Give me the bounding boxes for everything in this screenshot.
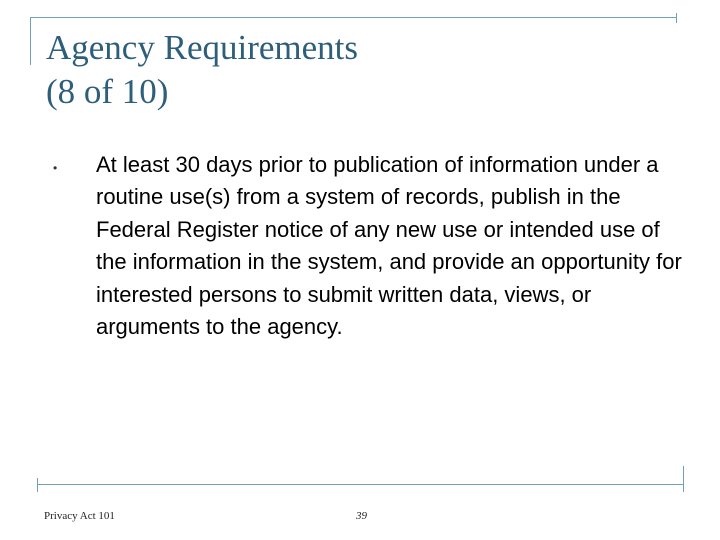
top-right-frame-tick: [676, 13, 677, 23]
bottom-right-frame-line: [683, 466, 684, 492]
bottom-left-frame-tick: [37, 478, 38, 492]
bottom-frame-line: [37, 484, 683, 485]
top-left-frame-line: [30, 17, 31, 65]
slide-title-line-2: (8 of 10): [46, 72, 169, 111]
page-number: 39: [356, 510, 367, 522]
footer-title: Privacy Act 101: [44, 510, 115, 522]
slide-title: [46, 26, 646, 114]
bullet-text: At least 30 days prior to publication of information under a routine use(s) from a system of records, publish in the Federal Register notice of any new use or intended use of the information in the system, and provide an opportunity for interested persons to submit written data, views, or arguments to the agency.: [96, 152, 682, 340]
top-frame-line: [30, 17, 676, 18]
bullet-icon: •: [53, 161, 58, 175]
slide-title-line-1: Agency Requirements: [46, 28, 358, 67]
